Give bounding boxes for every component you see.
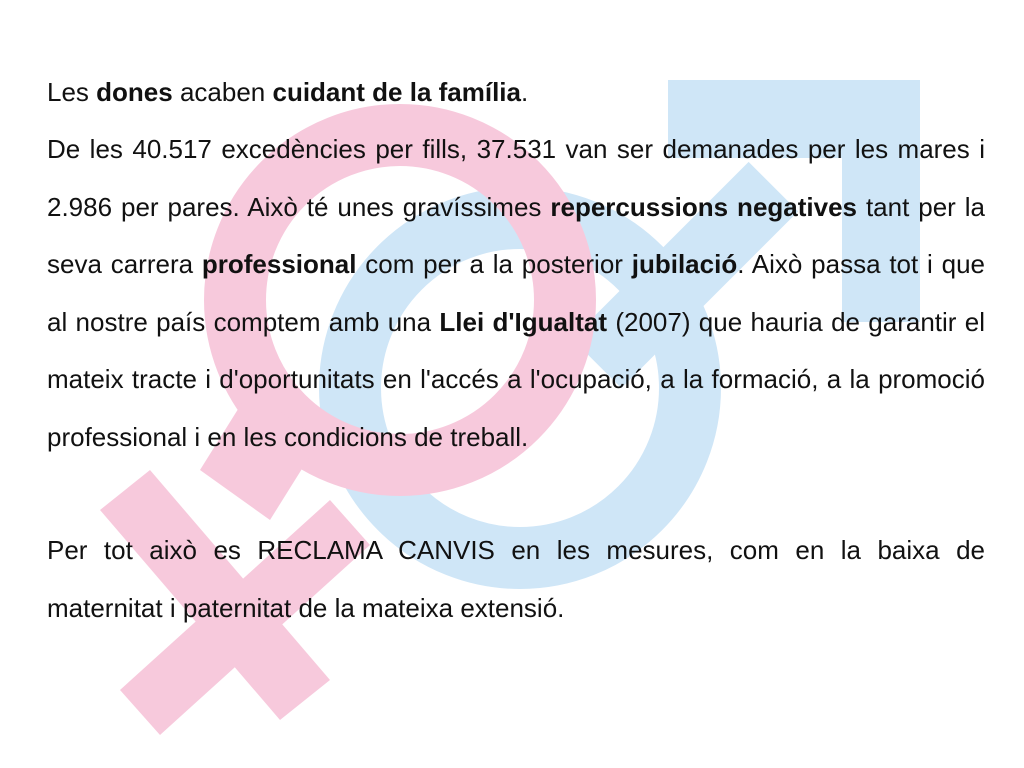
paragraph-reclama: [47, 522, 985, 637]
p1-text-2: tant per la seva carrera: [47, 191, 986, 279]
p2-text-1: Per tot això es RECLAMA CANVIS en les mesures, com en la baixa de maternitat i paternitat de la mateixa extensió.: [47, 535, 985, 623]
heading-bold-cuidant: cuidant de la família: [272, 77, 521, 107]
p1-bold-repercussions: repercussions negatives: [550, 191, 858, 222]
heading-text-3: .: [521, 77, 529, 107]
p1-text-1: De les 40.517 excedències per fills, 37.531 van ser demanades per les mares i 2.986 per pares. Això té unes gravíssimes: [47, 134, 985, 222]
slide-text: [47, 64, 985, 637]
heading-text-2: acaben: [172, 77, 273, 107]
p1-bold-jubilacio: jubilació: [631, 249, 738, 279]
heading-text-1: Les: [47, 77, 97, 107]
p1-text-5: (2007) que hauria de garantir el mateix tracte i d'oportunitats en l'accés a l'ocupació, a la formació, a la promoció professional i en les condicions de treball.: [47, 306, 985, 452]
p1-text-3: com per a la posterior: [356, 249, 632, 279]
p1-text-4: . Això passa tot i que al nostre país comptem amb una: [47, 249, 985, 337]
p1-bold-professional: professional: [201, 249, 357, 279]
p1-bold-llei: Llei d'Igualtat: [439, 306, 608, 337]
paragraph-excedencies: [47, 121, 985, 466]
heading-line: [47, 64, 985, 121]
paragraph-spacer: [47, 466, 985, 522]
heading-bold-dones: dones: [96, 77, 173, 107]
